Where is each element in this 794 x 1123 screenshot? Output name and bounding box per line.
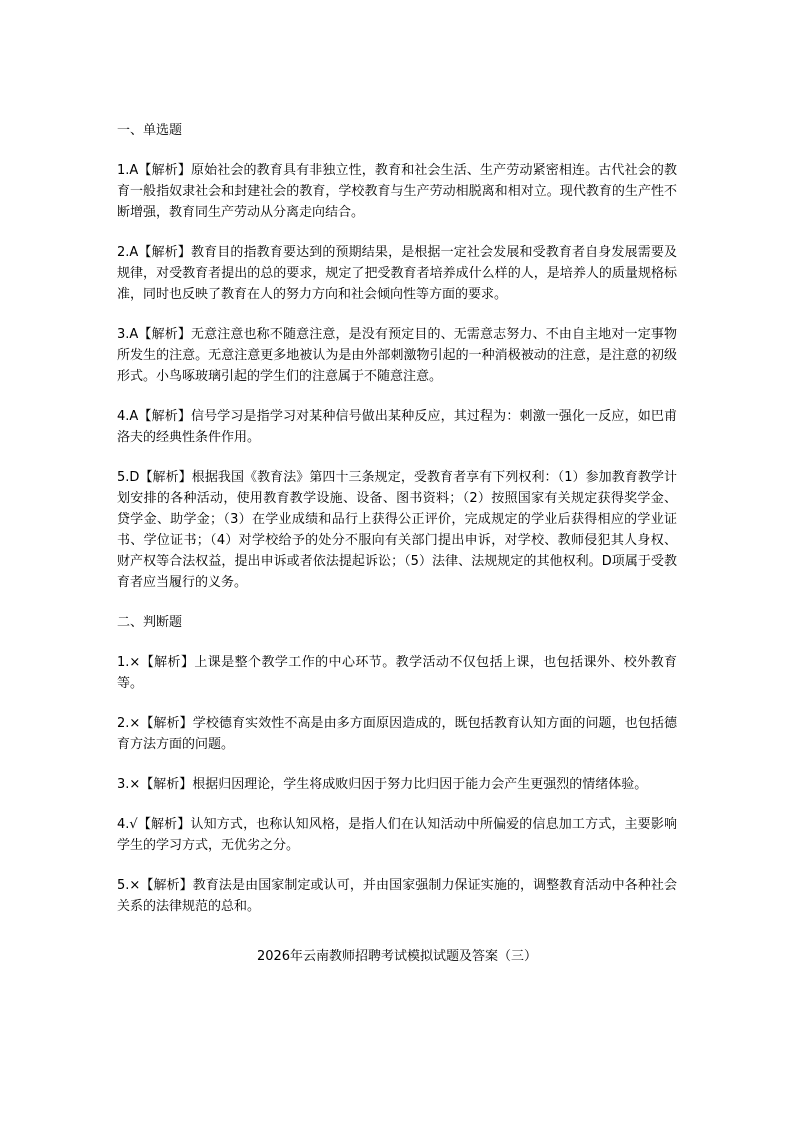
answer-item: 1.A【解析】原始社会的教育具有非独立性，教育和社会生活、生产劳动紧密相连。古代社会的教育一般指奴隶社会和封建社会的教育，学校教育与生产劳动相脱离和相对立。现代教育的生产性不断增强，教育同生产劳动从分离走向结合。 (117, 163, 677, 220)
answer-item: 4.A【解析】信号学习是指学习对某种信号做出某种反应，其过程为：刺激一强化一反应，如巴甫洛夫的经典性条件作用。 (117, 409, 677, 445)
answer-item: 3.×【解析】根据归因理论，学生将成败归因于努力比归因于能力会产生更强烈的情绪体验。 (117, 777, 648, 792)
answer-item: 4.√【解析】认知方式，也称认知风格，是指人们在认知活动中所偏爱的信息加工方式，主要影响学生的学习方式，无优劣之分。 (117, 817, 677, 853)
answer-item: 3.A【解析】无意注意也称不随意注意，是没有预定目的、无需意志努力、不由自主地对一定事物所发生的注意。无意注意更多地被认为是由外部刺激物引起的一种消极被动的注意，是注意的初级形式。小鸟啄玻璃引起的学生们的注意属于不随意注意。 (117, 327, 677, 384)
section-title-true-false: 二、判断题 (117, 615, 183, 630)
answer-content (117, 120, 677, 936)
answer-item: 1.×【解析】上课是整个教学工作的中心环节。教学活动不仅包括上课，也包括课外、校外教育等。 (117, 655, 677, 691)
answer-item: 5.D【解析】根据我国《教育法》第四十三条规定，受教育者享有下列权利：（1）参加教育教学计划安排的各种活动，使用教育教学设施、设备、图书资料；（2）按照国家有关规定获得奖学金、贷学金、助学金；（3）在学业成绩和品行上获得公正评价，完成规定的学业后获得相应的学业证书、学位证书；（4）对学校给予的处分不服向有关部门提出申诉，对学校、教师侵犯其人身权、财产权等合法权益，提出申诉或者依法提起诉讼；（5）法律、法规规定的其他权利。D项属于受教育者应当履行的义务。 (117, 470, 677, 590)
answer-item: 5.×【解析】教育法是由国家制定或认可，并由国家强制力保证实施的，调整教育活动中各种社会关系的法律规范的总和。 (117, 878, 677, 914)
answer-item: 2.×【解析】学校德育实效性不高是由多方面原因造成的，既包括教育认知方面的问题，也包括德育方法方面的问题。 (117, 716, 677, 752)
section-title-single-choice: 一、单选题 (117, 123, 183, 138)
answer-item: 2.A【解析】教育目的指教育要达到的预期结果，是根据一定社会发展和受教育者自身发展需要及规律，对受教育者提出的总的要求，规定了把受教育者培养成什么样的人，是培养人的质量规格标准，同时也反映了教育在人的努力方向和社会倾向性等方面的要求。 (117, 245, 677, 302)
page-footer-title: 2026年云南教师招聘考试模拟试题及答案（三） (256, 949, 538, 964)
